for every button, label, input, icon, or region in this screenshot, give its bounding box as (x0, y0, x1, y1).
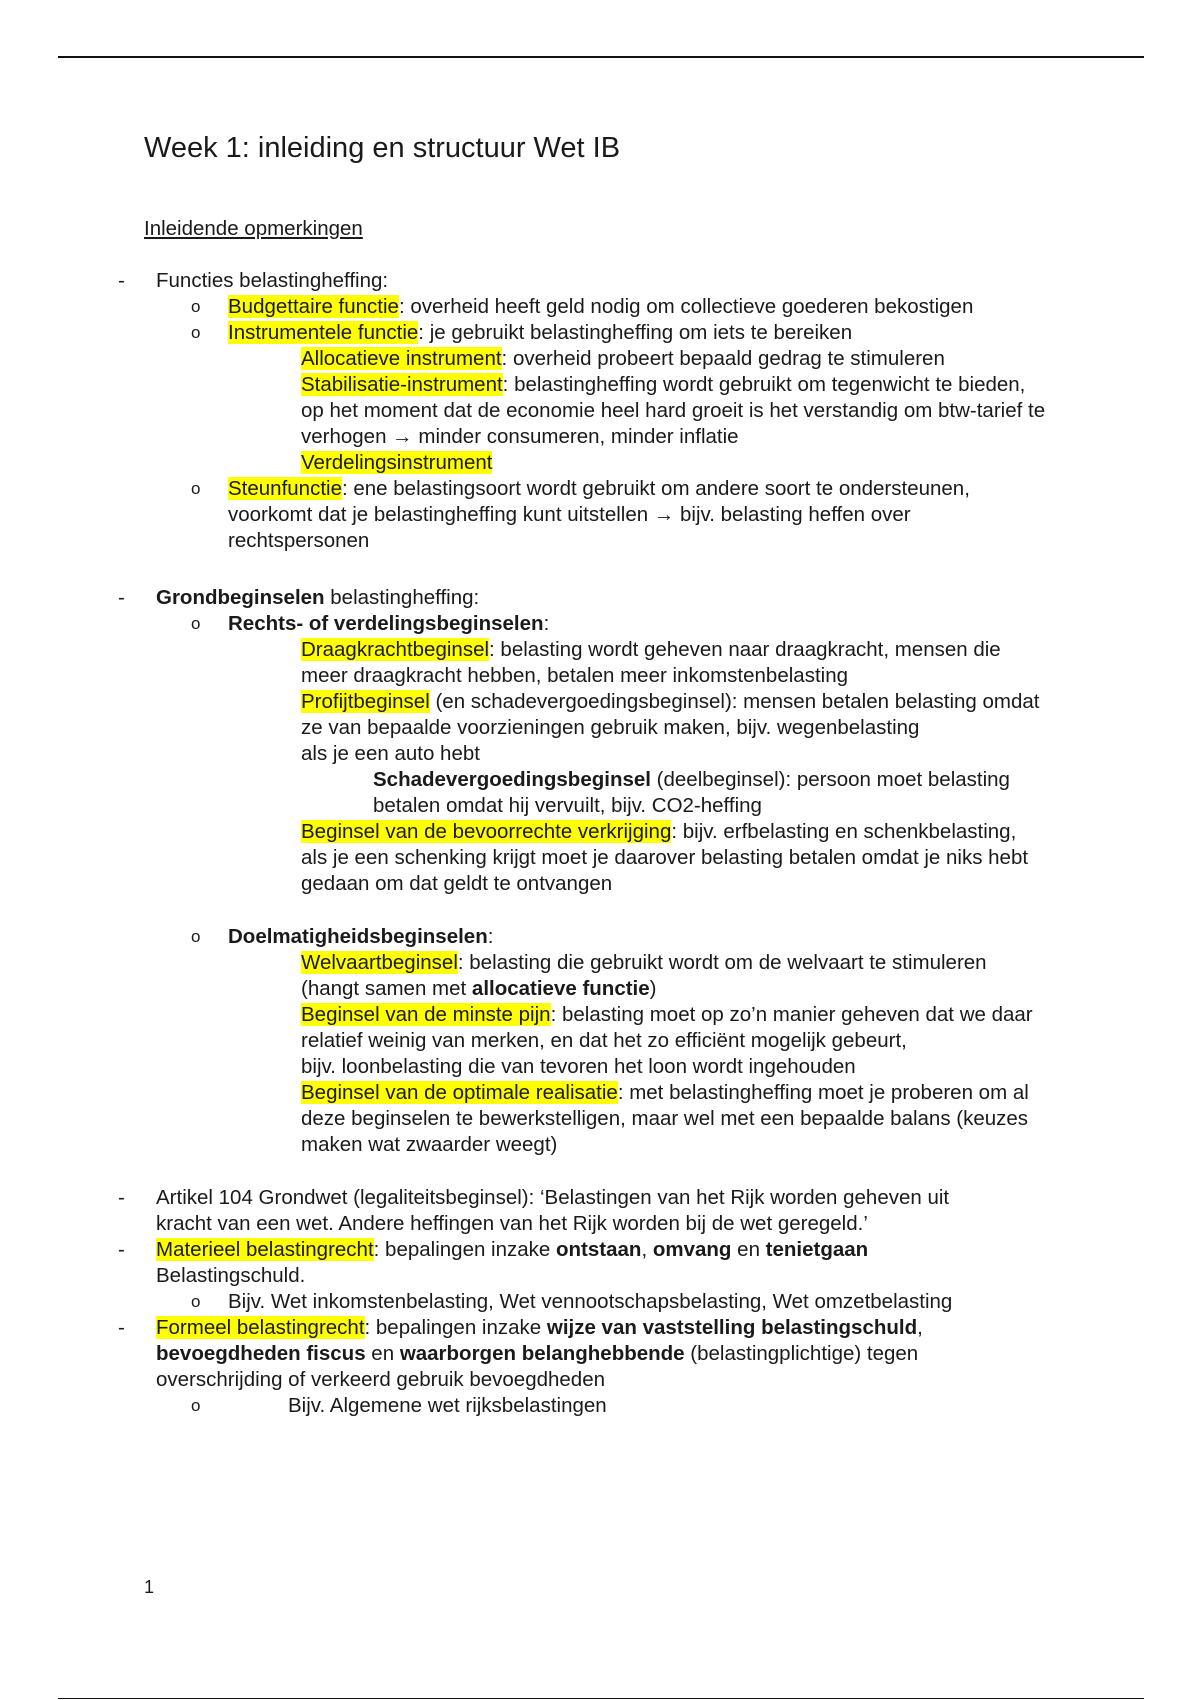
list-item-formeel (0, 1315, 996, 1393)
para-profijt-cont: als je een auto hebt (301, 742, 480, 765)
term-stabilisatie-instrument: Stabilisatie-instrument (301, 373, 503, 396)
list-item-instrument (0, 320, 1048, 346)
section-heading: Inleidende opmerkingen (144, 217, 363, 240)
circle-bullet: o (191, 1292, 201, 1311)
materieel-b2: omvang (652, 1238, 732, 1261)
materieel-t4: Belastingschuld. (156, 1264, 306, 1287)
schade-text: (deelbeginsel): persoon moet belasting betalen omdat hij vervuilt, bijv. CO2-heffing (373, 768, 1010, 817)
list-item-formeel-sub (0, 1393, 1048, 1419)
footer-rule (58, 1698, 1144, 1699)
term-doelmatigheidsbeginselen: Doelmatigheidsbeginselen (228, 925, 488, 948)
para-draagkracht (0, 637, 1046, 689)
welvaart-text: : belasting die gebruikt wordt om de welvaart te stimuleren (hangt samen met (301, 951, 987, 1000)
list-item-materieel (0, 1237, 996, 1289)
list-item-budget (0, 294, 1048, 320)
term-profijtbeginsel: Profijtbeginsel (301, 690, 430, 713)
term-instrumentele-functie: Instrumentele functie (228, 321, 419, 344)
welvaart-bold: allocatieve functie (471, 977, 650, 1000)
header-rule (58, 56, 1144, 58)
para-verdeling (0, 450, 1046, 476)
para-schadevergoeding (0, 767, 1046, 819)
circle-bullet: o (191, 614, 201, 633)
para-pijn-cont: bijv. loonbelasting die van tevoren het loon wordt ingehouden (301, 1055, 856, 1078)
document-body (0, 268, 1200, 1419)
steun-text: : ene belastingsoort wordt gebruikt om andere soort te ondersteunen, voorkomt dat je belastingheffing kunt uitstellen → bijv. belasting heffen over rechtspersonen (228, 477, 970, 552)
formeel-sub-text: Bijv. Algemene wet rijksbelastingen (288, 1394, 607, 1417)
bevoorrecht-text: : bijv. erfbelasting en schenkbelasting, als je een schenking krijgt moet je daarover belasting betalen omdat je niks hebt gedaan om dat geldt te ontvangen (301, 820, 1029, 895)
formeel-t4: (belastingplichtige) tegen overschrijding of verkeerd gebruik bevoegdheden (156, 1342, 919, 1391)
optimaal-text: : met belastingheffing moet je proberen om al deze beginselen te bewerkstelligen, maar wel met een bepaalde balans (keuzes maken wat zwaarder weegt) (301, 1081, 1029, 1156)
artikel-text: Artikel 104 Grondwet (legaliteitsbeginsel): ‘Belastingen van het Rijk worden geheven uit kracht van een wet. Andere heffingen van het Rijk worden bij de wet geregeld.’ (156, 1186, 950, 1235)
dash-bullet: - (118, 1316, 125, 1339)
formeel-t1: : bepalingen inzake (364, 1316, 547, 1339)
circle-bullet: o (191, 927, 201, 946)
welvaart-end: ) (649, 977, 657, 1000)
para-optimale-realisatie (0, 1080, 1046, 1158)
list-item-doelmatigheid (0, 924, 1048, 950)
rechts-colon: : (543, 612, 550, 635)
functies-heading: Functies belastingheffing: (156, 269, 389, 292)
circle-bullet: o (191, 323, 201, 342)
term-budgettaire-functie: Budgettaire functie (228, 295, 399, 318)
para-profijt (0, 689, 1046, 741)
materieel-sub-text: Bijv. Wet inkomstenbelasting, Wet vennootschapsbelasting, Wet omzetbelasting (228, 1290, 953, 1313)
materieel-b3: tenietgaan (765, 1238, 869, 1261)
dash-bullet: - (118, 1238, 125, 1261)
list-item-materieel-sub (0, 1289, 1048, 1315)
page-title: Week 1: inleiding en structuur Wet IB (144, 132, 621, 164)
instrument-text: : je gebruikt belastingheffing om iets te bereiken (418, 321, 853, 344)
circle-bullet: o (191, 1396, 201, 1415)
list-item-rechtsbeginselen (0, 611, 1048, 637)
para-stabilisatie (0, 372, 1046, 450)
dash-bullet: - (118, 269, 125, 292)
pijn-text: : belasting moet op zo’n manier geheven dat we daar relatief weinig van merken, en dat het zo efficiënt mogelijk gebeurt, (301, 1003, 1033, 1052)
formeel-t3: en (365, 1342, 400, 1365)
draagkracht-text: : belasting wordt geheven naar draagkracht, mensen die meer draagkracht hebben, betalen meer inkomstenbelasting (301, 638, 1001, 687)
formeel-b3: waarborgen belanghebbende (399, 1342, 685, 1365)
term-bevoorrechte-verkrijging: Beginsel van de bevoorrechte verkrijging (301, 820, 672, 843)
materieel-b1: ontstaan (556, 1238, 642, 1261)
circle-bullet: o (191, 479, 201, 498)
budget-text: : overheid heeft geld nodig om collectieve goederen bekostigen (398, 295, 974, 318)
grond-heading-rest: belastingheffing: (324, 586, 480, 609)
para-minste-pijn (0, 1002, 1046, 1054)
para-allocatie (0, 346, 1046, 372)
para-welvaart (0, 950, 1046, 1002)
list-item-grondbeginselen (0, 585, 996, 611)
term-draagkrachtbeginsel: Draagkrachtbeginsel (301, 638, 490, 661)
page-number: 1 (144, 1577, 155, 1597)
materieel-t3: en (731, 1238, 766, 1261)
list-item-artikel-104 (0, 1185, 996, 1237)
term-welvaartbeginsel: Welvaartbeginsel (301, 951, 458, 974)
dash-bullet: - (118, 1186, 125, 1209)
materieel-t2: , (641, 1238, 653, 1261)
term-verdelingsinstrument: Verdelingsinstrument (301, 451, 493, 474)
term-minste-pijn: Beginsel van de minste pijn (301, 1003, 551, 1026)
doelmatig-colon: : (487, 925, 494, 948)
formeel-b2: bevoegdheden fiscus (156, 1342, 366, 1365)
para-bevoorrecht (0, 819, 1046, 897)
dash-bullet: - (118, 586, 125, 609)
profijt-text: (en schadevergoedingsbeginsel): mensen betalen belasting omdat ze van bepaalde voorzieningen gebruik maken, bijv. wegenbelasting (301, 690, 1040, 739)
materieel-t1: : bepalingen inzake (373, 1238, 557, 1261)
circle-bullet: o (191, 297, 201, 316)
allocatie-text: : overheid probeert bepaald gedrag te stimuleren (501, 347, 945, 370)
formeel-b1: wijze van vaststelling belastingschuld (546, 1316, 918, 1339)
grond-heading-bold: Grondbeginselen (156, 586, 325, 609)
term-formeel-belastingrecht: Formeel belastingrecht (156, 1316, 365, 1339)
term-rechtsbeginselen: Rechts- of verdelingsbeginselen (228, 612, 544, 635)
stabilisatie-text: : belastingheffing wordt gebruikt om tegenwicht te bieden, op het moment dat de economie heel hard groeit is het verstandig om btw-tarief te verhogen → minder consumeren, minder inflatie (301, 373, 1046, 448)
term-steunfunctie: Steunfunctie (228, 477, 342, 500)
term-allocatieve-instrument: Allocatieve instrument (301, 347, 502, 370)
term-materieel-belastingrecht: Materieel belastingrecht (156, 1238, 374, 1261)
formeel-t2: , (917, 1316, 923, 1339)
list-item-steun (0, 476, 1048, 554)
term-optimale-realisatie: Beginsel van de optimale realisatie (301, 1081, 618, 1104)
list-item-functies (0, 268, 996, 294)
term-schadevergoedingsbeginsel: Schadevergoedingsbeginsel (373, 768, 651, 791)
